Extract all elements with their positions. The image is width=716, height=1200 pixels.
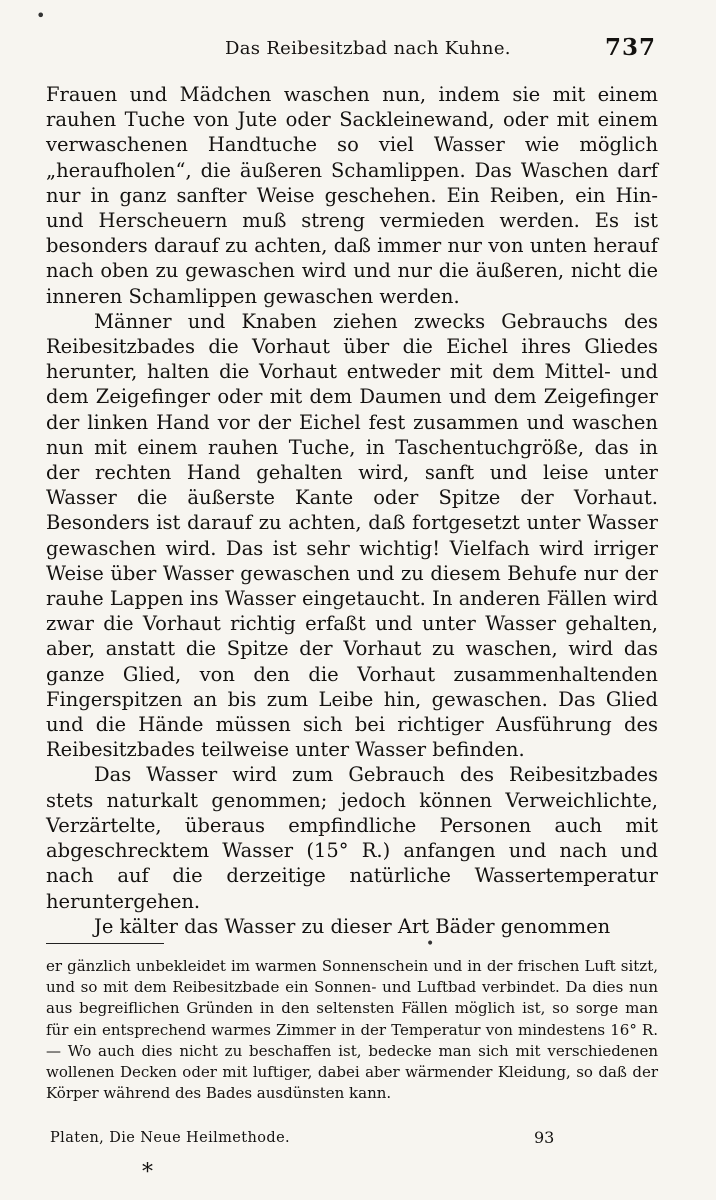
page-speck: • [36,6,46,25]
page-header [0,34,716,64]
footnote-divider [46,943,164,944]
signature-mark: 93 [534,1128,555,1147]
paragraph: Männer und Knaben ziehen zwecks Gebrauchs des Reibesitzbades die Vorhaut über die Eichel ihres Gliedes herunter, halten die Vorhaut entweder mit dem Mittel- und dem Zeigefinger oder mit dem Daumen und dem Zeigefinger der linken Hand vor der Eichel fest zusammen und waschen nun mit einem rauhen Tuche, in Taschentuchgröße, das in der rechten Hand gehalten wird, sanft und leise unter Wasser die äußerste Kante oder Spitze der Vorhaut. Besonders ist darauf zu achten, daß fortgesetzt unter Wasser gewaschen wird. Das ist sehr wichtig! Vielfach wird irriger Weise über Wasser gewaschen und zu diesem Behufe nur der rauhe Lappen ins Wasser eingetaucht. In anderen Fällen wird zwar die Vorhaut richtig erfaßt und unter Wasser gehalten, aber, anstatt die Spitze der Vorhaut zu waschen, wird das ganze Glied, von den die Vorhaut zusammenhaltenden Fingerspitzen an bis zum Leibe hin, gewaschen. Das Glied und die Hände müssen sich bei richtiger Ausführung des Reibesitzbades teilweise unter Wasser befinden. [46,309,658,762]
footer-source: Platen, Die Neue Heilmethode. [50,1130,291,1146]
main-text [46,82,658,939]
paragraph: Frauen und Mädchen waschen nun, indem sie mit einem rauhen Tuche von Jute oder Sackleinewand, oder mit einem verwaschenen Handtuche so viel Wasser wie möglich „heraufholen“, die äußeren Schamlippen. Das Waschen darf nur in ganz sanfter Weise geschehen. Ein Reiben, ein Hin- und Herscheuern muß streng vermieden werden. Es ist besonders darauf zu achten, daß immer nur von unten herauf nach oben zu gewaschen wird und nur die äußeren, nicht die inneren Schamlippen gewaschen werden. [46,83,658,308]
running-head: Das Reibesitzbad nach Kuhne. [225,38,511,59]
paragraph: Je kälter das Wasser zu dieser Art Bäder genommen [94,914,611,938]
page-number: 737 [604,34,656,61]
paragraph: Das Wasser wird zum Gebrauch des Reibesitzbades stets naturkalt genommen; jedoch können Verweichlichte, Verzärtelte, überaus empfindliche Personen auch mit abgeschrecktem Wasser (15° R.) anfangen und nach und nach auf die derzeitige natürliche Wassertemperatur heruntergehen. [46,763,658,913]
page-footer [46,1128,658,1152]
footnote [46,956,658,1104]
footnote-text: er gänzlich unbekleidet im warmen Sonnenschein und in der frischen Luft sitzt, und so mit dem Reibesitzbade ein Sonnen- und Luftbad verbindet. Da dies nun aus begreiflichen Gründen in den seltensten Fällen möglich ist, so sorge man für ein entsprechend warmes Zimmer in der Temperatur von mindestens 16° R. — Wo auch dies nicht zu beschaffen ist, bedecke man sich mit verschiedenen wollenen Decken oder mit luftiger, dabei aber wärmender Kleidung, so daß der Körper während des Bades ausdünsten kann. [46,957,658,1103]
asterisk-mark: * [142,1160,153,1185]
page-speck: • [426,936,435,952]
